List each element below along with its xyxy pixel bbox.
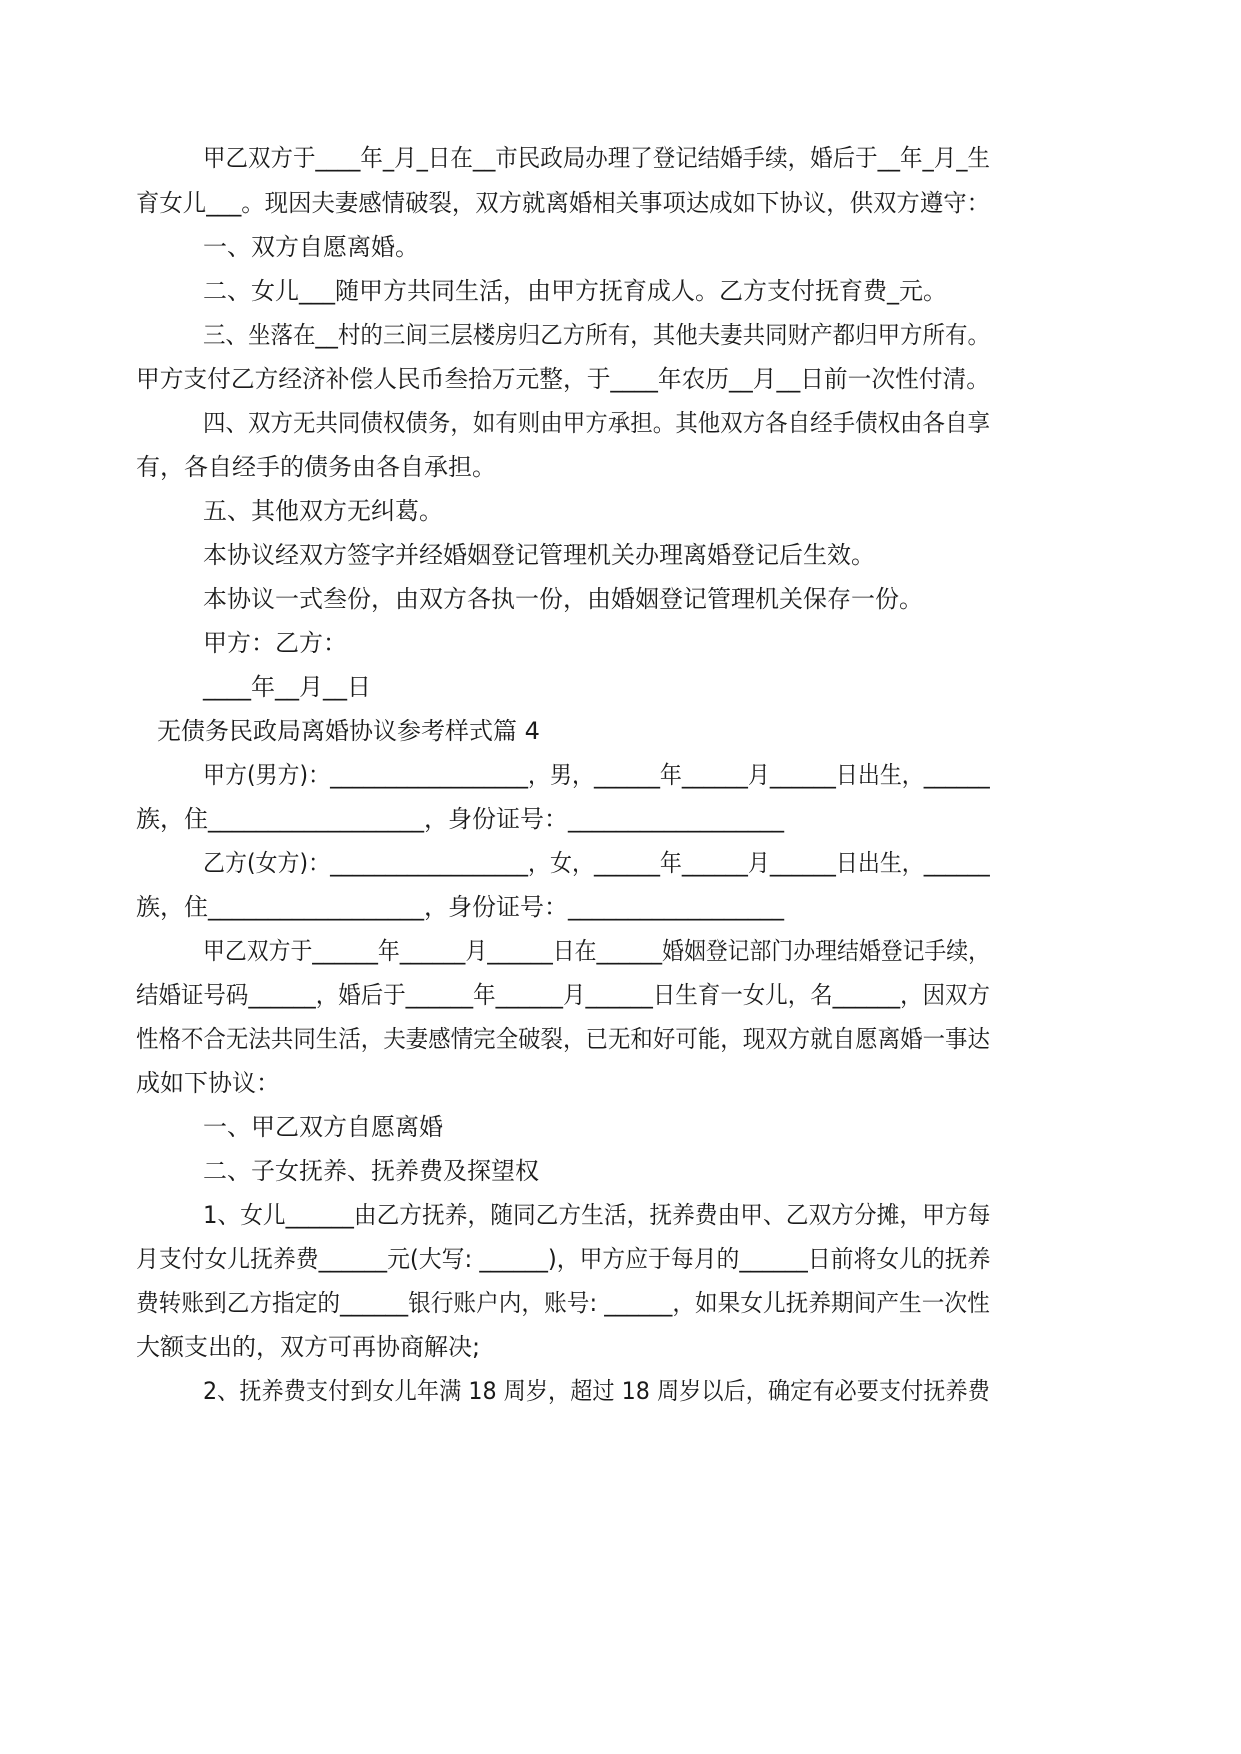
clause-4-line-2: 有，各自经手的债务由各自承担。 xyxy=(136,453,496,481)
clause-5: 五、其他双方无纠葛。 xyxy=(203,497,443,525)
intro-line-4: 成如下协议： xyxy=(136,1069,280,1097)
clause-4-line-1: 四、双方无共同债权债务，如有则由甲方承担。其他双方各自经手债权由各自享 xyxy=(203,409,990,437)
clause-3-line-2: 甲方支付乙方经济补偿人民币叁拾万元整，于____年农历__月__日前一次性付清。 xyxy=(136,365,990,393)
sub-clause-1-line-1: 1、女儿______由乙方抚养，随同乙方生活，抚养费由甲、乙双方分摊，甲方每 xyxy=(203,1201,991,1229)
party-b-line-2: 族，住__________________，身份证号：__________________ xyxy=(136,893,784,921)
intro-line-2: 结婚证号码______，婚后于______年______月______日生育一女儿，名______，因双方 xyxy=(136,981,990,1009)
sub-clause-1-line-2: 月支付女儿抚养费______元(大写: ______)，甲方应于每月的______日前将女儿的抚养 xyxy=(136,1245,991,1273)
section-heading: 无债务民政局离婚协议参考样式篇 4 xyxy=(157,717,540,745)
sub-clause-1-line-4: 大额支出的，双方可再协商解决; xyxy=(136,1333,481,1361)
party-a-line-2: 族，住__________________，身份证号：__________________ xyxy=(136,805,784,833)
paragraph-1-line-1: 甲乙双方于____年_月_日在__市民政局办理了登记结婚手续，婚后于__年_月_生 xyxy=(203,144,990,172)
clause-3-line-1: 三、坐落在__村的三间三层楼房归乙方所有，其他夫妻共同财产都归甲方所有。 xyxy=(203,321,990,349)
signature-line: 甲方：乙方： xyxy=(203,629,347,657)
paragraph-1-line-2: 育女儿___。现因夫妻感情破裂，双方就离婚相关事项达成如下协议，供双方遵守： xyxy=(136,189,991,217)
intro-line-1: 甲乙双方于______年______月______日在______婚姻登记部门办理结婚登记手续， xyxy=(203,937,991,965)
copies-clause: 本协议一式叁份，由双方各执一份，由婚姻登记管理机关保存一份。 xyxy=(203,585,923,613)
party-a-line-1: 甲方(男方)：__________________，男，______年______月______日出生，______ xyxy=(203,761,990,789)
clause-a-1: 一、甲乙双方自愿离婚 xyxy=(203,1113,443,1141)
intro-line-3: 性格不合无法共同生活，夫妻感情完全破裂，已无和好可能，现双方就自愿离婚一事达 xyxy=(136,1025,990,1053)
effective-clause: 本协议经双方签字并经婚姻登记管理机关办理离婚登记后生效。 xyxy=(203,541,875,569)
clause-2: 二、女儿___随甲方共同生活，由甲方抚育成人。乙方支付抚育费_元。 xyxy=(203,277,947,305)
party-b-line-1: 乙方(女方)：__________________，女，______年______月______日出生，______ xyxy=(203,849,990,877)
clause-1: 一、双方自愿离婚。 xyxy=(203,233,419,261)
sub-clause-2-line-1: 2、抚养费支付到女儿年满 18 周岁，超过 18 周岁以后，确定有必要支付抚养费 xyxy=(203,1377,990,1405)
sub-clause-1-line-3: 费转账到乙方指定的______银行账户内，账号: ______，如果女儿抚养期间产生一次性 xyxy=(136,1289,990,1317)
clause-a-2: 二、子女抚养、抚养费及探望权 xyxy=(203,1157,539,1185)
date-line: ____年__月__日 xyxy=(203,673,371,701)
